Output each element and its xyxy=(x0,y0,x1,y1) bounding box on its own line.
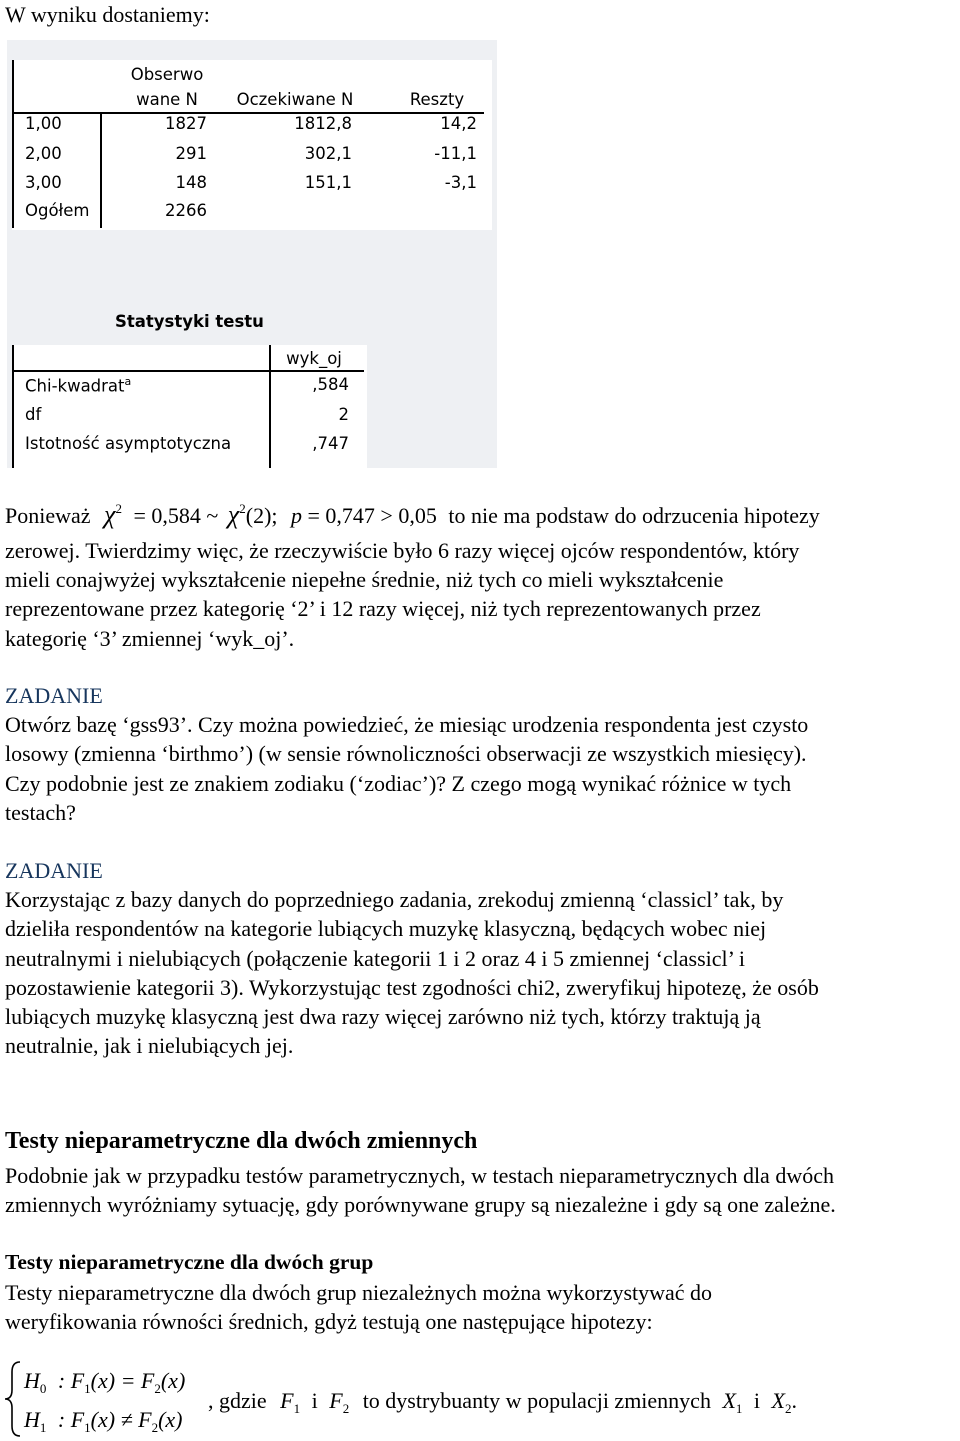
row-observed: 291 xyxy=(175,144,207,163)
row-observed: 1827 xyxy=(165,114,207,133)
intro-text: W wyniku dostaniemy: xyxy=(5,2,210,27)
row-observed: 148 xyxy=(175,173,207,192)
row-expected: 302,1 xyxy=(304,144,352,163)
stats-row-value: ,584 xyxy=(312,375,349,394)
conclusion-paragraph: zerowej. Twierdzimy więc, że rzeczywiście było 6 razy więcej ojców respondentów, który mieli conajwyżej wykształcenie niepełne średnie, niż tych co mieli wykształcenie reprezentowane przez kategorię ‘2’ i 12 razy więcej, niż tych reprezentowanych przez kategorię ‘3’ zmiennej ‘wyk_oj’. xyxy=(5,538,800,651)
spss-output-panel xyxy=(7,40,497,468)
stats-row-value: ,747 xyxy=(312,434,349,453)
header-observed-line1: Obserwo xyxy=(130,65,204,84)
stats-row-label: Chi-kwadrat$^a$ xyxy=(25,375,132,396)
row-label: Ogółem xyxy=(25,201,90,220)
task-2: ZADANIE Korzystając z bazy danych do poprzedniego zadania, zrekoduj zmienną ‘classicl’ tak, by dzieliła respondentów na kategorie lubiących muzykę klasyczną, będących wobec niej neutralnymi i nielubiących (połączenie kategorii 1 i 2 oraz 4 i 5 zmiennej ‘classicl’ i pozostawienie kategorii 3). Wykorzystując test zgodności chi2, zweryfikuj hipotezę, że osób lubiących muzykę klasyczną jest dwa razy więcej zarówno niż tych, którzy traktują ją neutralnie, jak i nielubiących jej. xyxy=(5,858,819,1059)
footnote-marker: a xyxy=(124,375,132,388)
row-residual: -11,1 xyxy=(434,144,477,163)
stats-row-label: df xyxy=(25,405,42,424)
brace-icon xyxy=(2,1360,24,1438)
subsection-heading: Testy nieparametryczne dla dwóch grup xyxy=(5,1250,374,1274)
row-observed: 2266 xyxy=(165,201,207,220)
section-paragraph: Podobnie jak w przypadku testów parametrycznych, w testach nieparametrycznych dla dwóch zmiennych wyróżniamy sytuację, gdy porównywane grupy są niezależne i gdy są one zależne. xyxy=(5,1163,836,1218)
row-residual: 14,2 xyxy=(440,114,477,133)
task-label: ZADANIE xyxy=(5,858,103,883)
stats-row-value: 2 xyxy=(338,405,349,424)
header-residual: Reszty xyxy=(409,90,465,109)
stats-row-label: Istotność asymptotyczna xyxy=(25,434,232,453)
row-label: 1,00 xyxy=(25,114,62,133)
hypotheses-explanation: , gdzie $F_1$ i $F_2$ to dystrybuanty w populacji zmiennych $X_1$ i $X_2$. xyxy=(208,1388,797,1416)
chi-square-conclusion-line: Ponieważ $\chi^2 = 0,584$ ~ $\chi^2(2)$; p = 0,747 > 0,05 to nie ma podstaw do odrzucenia hipotezy xyxy=(5,500,820,529)
row-label: 3,00 xyxy=(25,173,62,192)
row-expected: 151,1 xyxy=(304,173,352,192)
row-expected: 1812,8 xyxy=(294,114,352,133)
stats-column-header: wyk_oj xyxy=(286,349,342,368)
hypothesis-h0: $H_0$ : $F_1(x) = F_2(x)$ xyxy=(24,1368,186,1396)
stats-table-title: Statystyki testu xyxy=(115,312,264,331)
header-expected: Oczekiwane N xyxy=(236,90,354,109)
header-observed-line2: wane N xyxy=(136,90,198,109)
row-label: 2,00 xyxy=(25,144,62,163)
stats-table xyxy=(12,345,367,468)
subsection-paragraph: Testy nieparametryczne dla dwóch grup niezależnych można wykorzystywać do weryfikowania równości średnich, gdyż testują one następujące hipotezy: xyxy=(5,1280,713,1335)
hypothesis-h1: $H_1$ : $F_1(x) \ne F_2(x)$ xyxy=(24,1407,183,1435)
task-1: ZADANIE Otwórz bazę ‘gss93’. Czy można powiedzieć, że miesiąc urodzenia respondenta jest czysto losowy (zmienna ‘birthmo’) (w sensie równoliczności obserwacji ze wszystkich miesięcy). Czy podobnie jest ze znakiem zodiaku (‘zodiac’)? Z czego mogą wynikać różnice w tych testach? xyxy=(5,683,809,825)
section-heading: Testy nieparametryczne dla dwóch zmiennych xyxy=(5,1128,478,1154)
row-residual: -3,1 xyxy=(444,173,477,192)
task-label: ZADANIE xyxy=(5,683,103,708)
frequency-table xyxy=(12,60,492,230)
